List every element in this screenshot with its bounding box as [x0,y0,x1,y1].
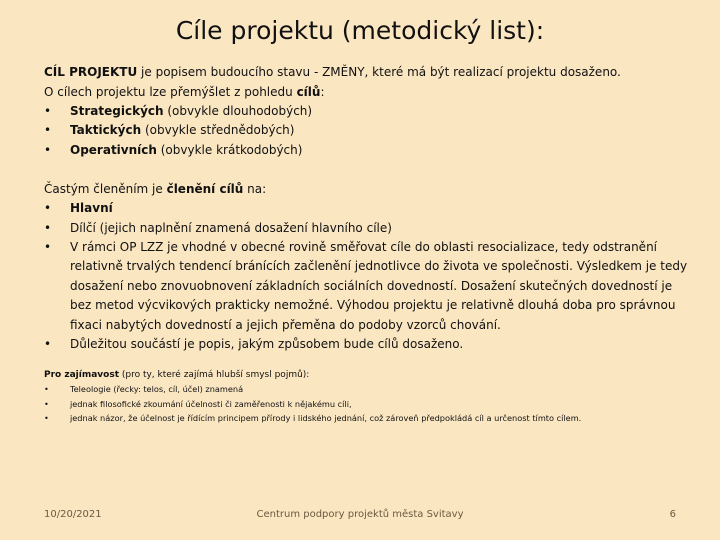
intro-line-2 [44,82,694,102]
list-item [44,102,694,121]
note-section [44,368,694,426]
list-item [44,335,694,354]
division-item-text: V rámci OP LZZ je vhodné v obecné rovině směřovat cíle do oblasti resocializace, tedy odstranění relativně trvalých tendencí bránících začlenění jednotlivce do života ve společnosti. Výsledkem je tedy dosažení nebo znovuobnovení základních sociálních dovedností. Dosažení skutečných dovedností je bez metod výcvikových prakticky nemožné. Výhodou projektu je relativně dlouhá doba pro správnou fixaci nabytých dovedností a jejich přeměna do podoby vzorců chování. [70,240,688,332]
list-item [44,199,694,218]
goal-type-text: (obvykle krátkodobých) [156,142,303,157]
page-number: 6 [669,509,676,520]
intro-line-2-colon: : [320,85,325,99]
goal-type-text: (obvykle dlouhodobých) [163,104,313,118]
division-intro-bold: členění cílů [166,182,244,197]
goal-type-text: (obvykle střednědobých) [141,123,295,138]
goal-type-bold: Strategických [70,104,164,118]
goal-type-bold: Operativních [70,142,157,157]
list-item [44,219,694,238]
slide-body [44,62,694,426]
bullet-icon: • [44,104,52,118]
division-intro-text: Častým členěním je [44,182,167,197]
division-item-text: Dílčí (jejich naplnění znamená dosažení hlavního cíle) [70,220,392,235]
division-intro-end: na: [243,182,267,197]
division-item-text: Důležitou součástí je popis, jakým způsobem bude cílů dosaženo. [70,337,464,352]
bullet-icon: • [44,337,52,352]
note-intro [44,368,694,382]
bullet-icon: • [44,220,52,235]
note-item-text: jednak názor, že účelnost je řídícím principem přírody i lidského jednání, což zároveň předpokládá cíl a určenost tímto cílem. [70,413,582,424]
bullet-icon: • [44,142,52,157]
bullet-icon: • [44,240,52,255]
list-item [44,141,694,160]
footer-date: 10/20/2021 [44,509,102,520]
page-title: Cíle projektu (metodický list): [175,16,545,45]
note-item-text: Teleologie (řecky: telos, cíl, účel) znamená [70,384,244,395]
list-item [44,382,694,397]
intro-line-2-bold: cílů [296,85,321,99]
note-item-text: jednak filosofické zkoumání účelnosti či zaměřenosti k nějakému cíli, [70,398,352,409]
note-intro-text: (pro ty, které zajímá hlubší smysl pojmů): [119,370,310,381]
list-item [44,238,694,335]
bullet-icon: • [44,398,49,409]
list-item [44,121,694,140]
bullet-icon: • [44,413,49,424]
goal-type-bold: Taktických [70,123,142,138]
intro-line-2-text: O cílech projektu lze přemýšlet z pohledu [44,85,297,99]
list-item [44,411,694,426]
note-intro-bold: Pro zajímavost [44,370,119,381]
intro-bold: CÍL PROJEKTU [44,65,138,79]
bullet-icon: • [44,123,52,138]
footer-organization: Centrum podpory projektů města Svitavy [256,509,464,520]
bullet-icon: • [44,201,52,216]
bullet-icon: • [44,384,49,395]
intro-text: je popisem budoucího stavu - ZMĚNY, které má být realizací projektu dosaženo. [137,65,621,79]
division-intro [44,179,694,199]
list-item [44,397,694,412]
intro-line-1 [44,62,694,82]
division-item-text: Hlavní [70,201,113,216]
